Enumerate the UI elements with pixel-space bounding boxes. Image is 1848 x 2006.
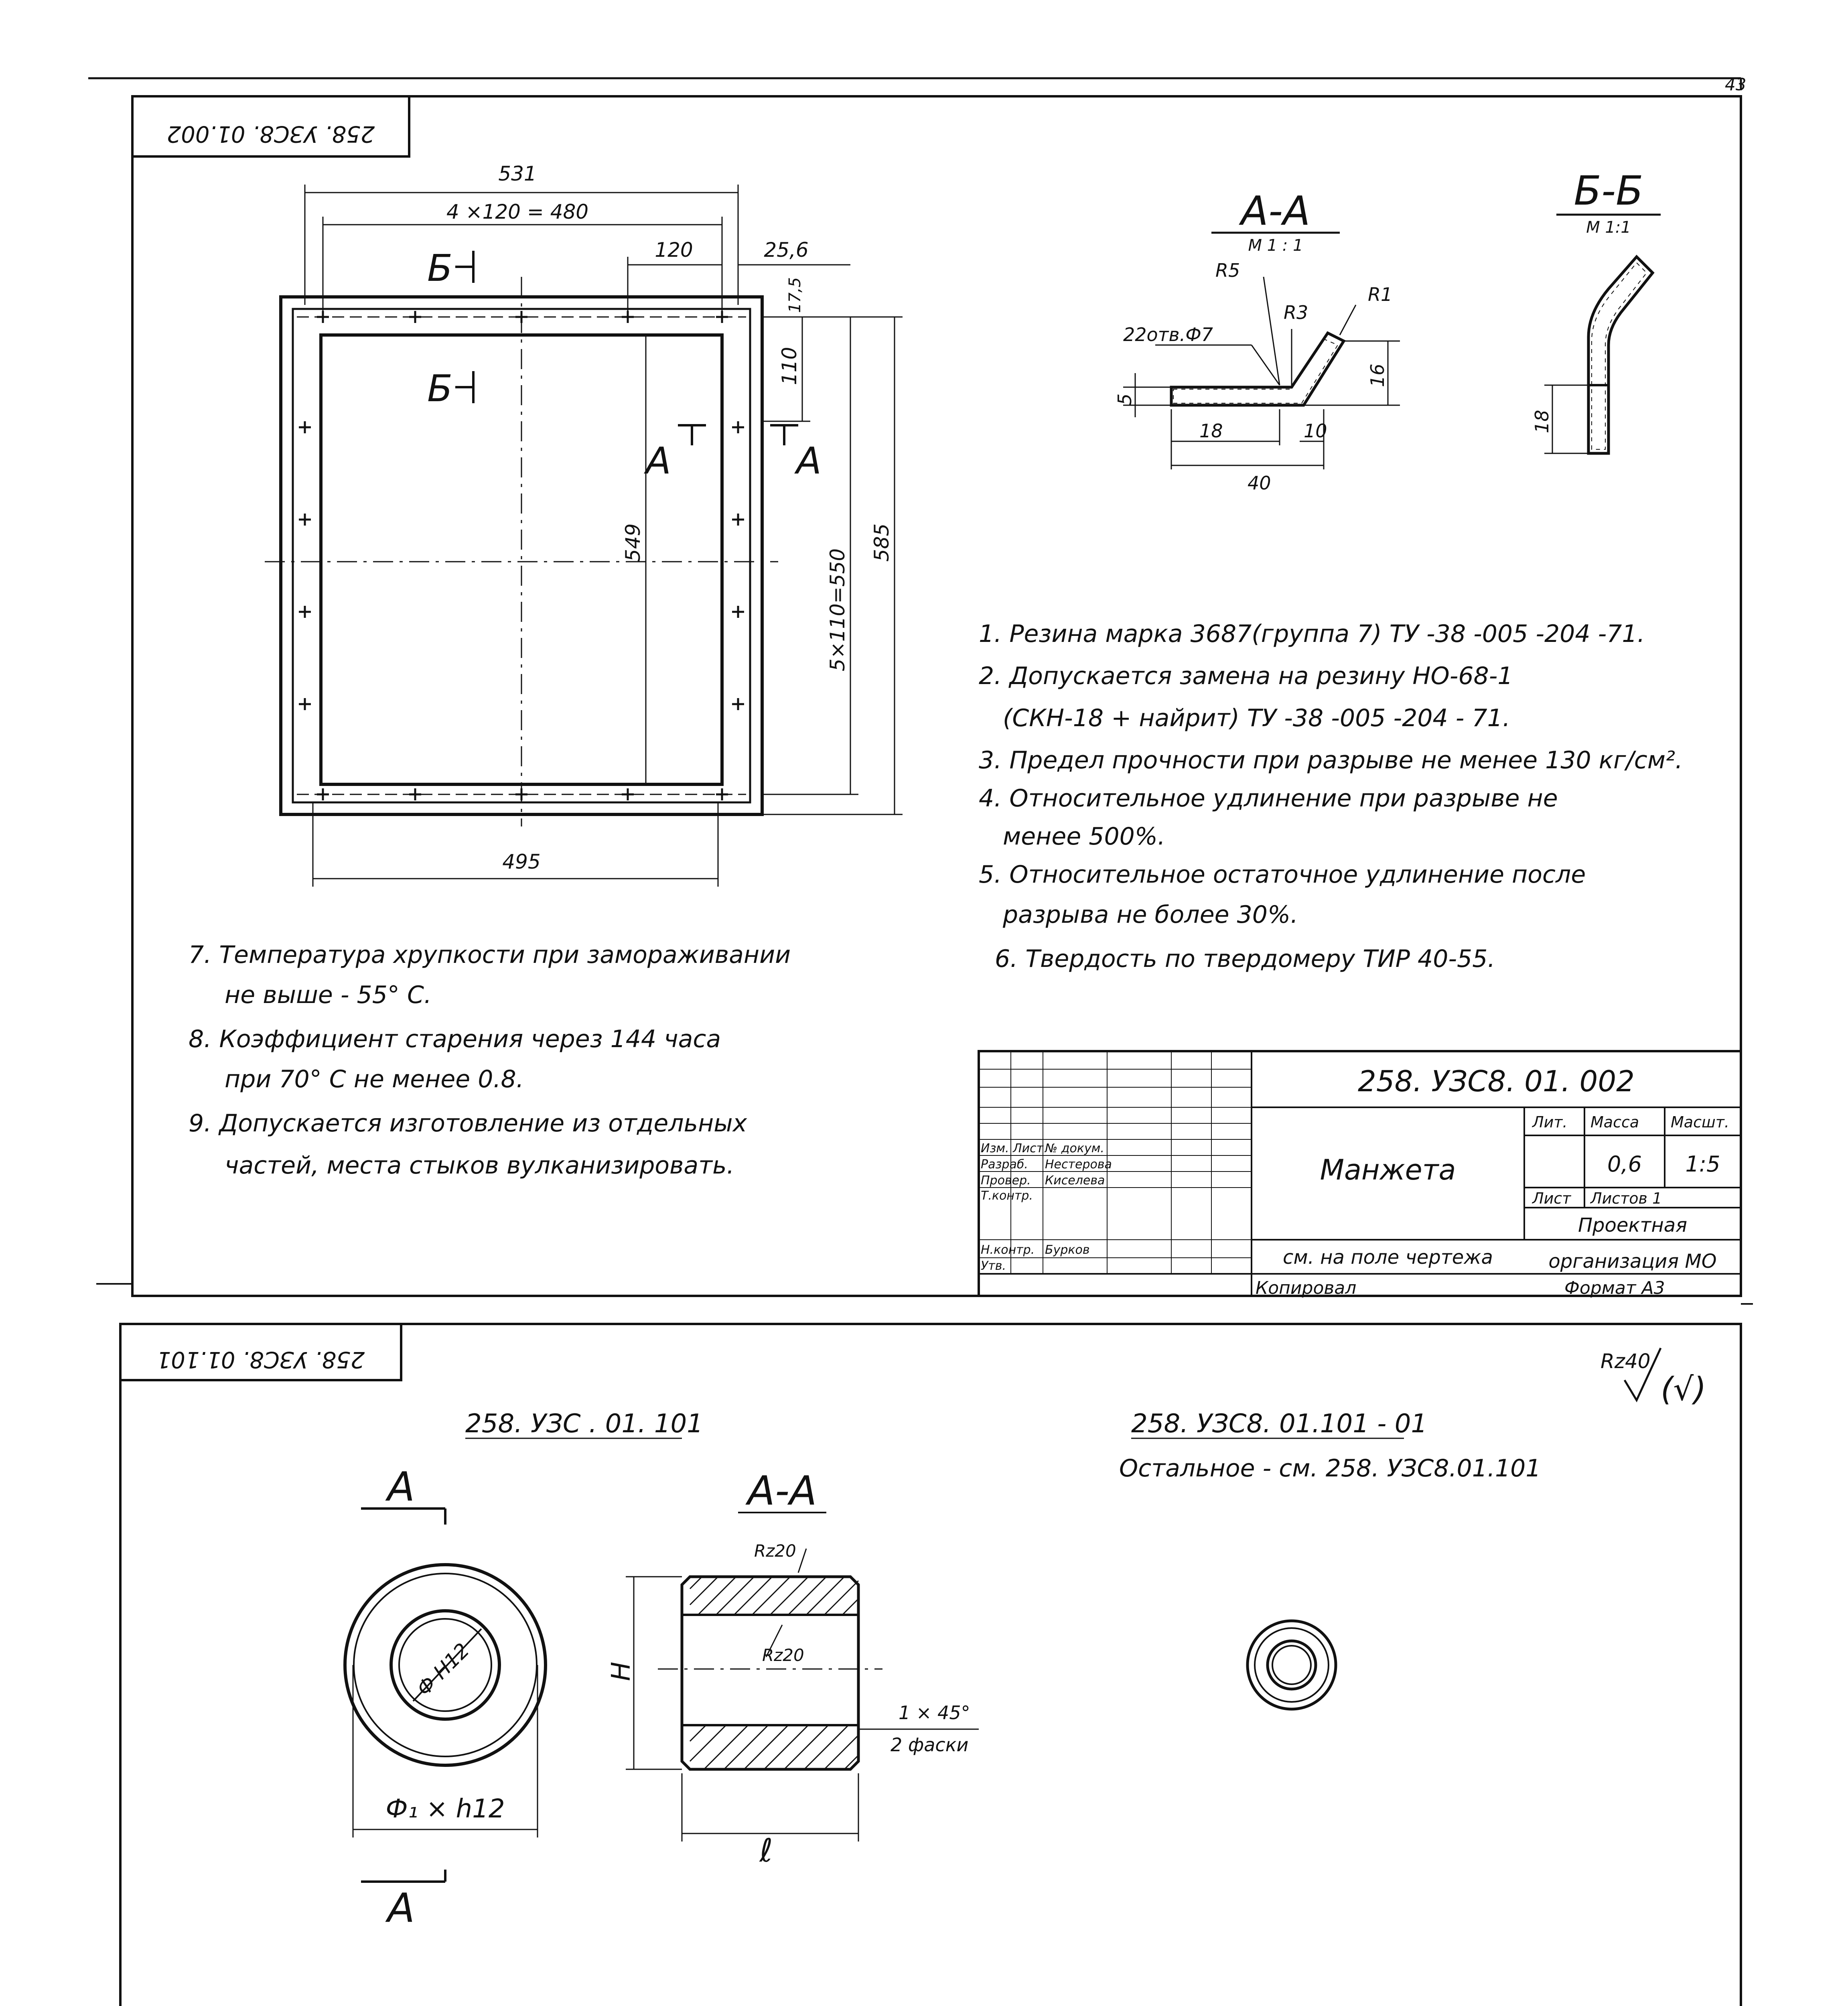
note-line: 9. Допускается изготовление из отдельных [189, 1109, 747, 1137]
note-line: при 70° С не менее 0.8. [225, 1065, 524, 1093]
tb1-role: Провер. [981, 1174, 1031, 1188]
section-title-aa: А-А [747, 1467, 817, 1514]
title-block-sheet1 [979, 1051, 1741, 1298]
tb1-role: Утв. [981, 1259, 1006, 1273]
dia-bore: Ф Н12 [412, 1639, 474, 1701]
aa-holes: 22отв.Ф7 [1123, 324, 1213, 345]
dim-pitch-width: 4 ×120 = 480 [446, 200, 589, 223]
h-label: Н [607, 1661, 636, 1681]
aa-r5: R5 [1215, 260, 1240, 281]
dia-outer: Ф₁ × h12 [385, 1794, 505, 1824]
note-line: 8. Коэффициент старения через 144 часа [189, 1025, 721, 1053]
view1-label: 258. УЗС . 01. 101 [465, 1409, 703, 1439]
note-line: 5. Относительное остаточное удлинение после [979, 861, 1586, 889]
cut-label-a1: А [646, 439, 671, 482]
note-line: менее 500%. [1003, 822, 1165, 851]
roughness-value: Rz40 [1601, 1350, 1651, 1373]
tb1-org2: организация МО [1548, 1250, 1717, 1273]
tb1-copied: Копировал [1256, 1278, 1357, 1298]
tb1-role: Изм. Лист [981, 1141, 1044, 1155]
tb1-role: Т.контр. [981, 1189, 1033, 1203]
aa-r1: R1 [1368, 284, 1393, 305]
view2-label: 258. УЗС8. 01.101 - 01 [1131, 1409, 1428, 1439]
note-line: 2. Допускается замена на резину НО-68-1 [979, 662, 1513, 690]
note-line: 4. Относительное удлинение при разрыве не [979, 784, 1558, 812]
note-line: разрыва не более 30%. [1003, 901, 1298, 929]
rz-top: Rz20 [754, 1541, 796, 1561]
note-line: 6. Твердость по твердомеру ТИР 40-55. [995, 945, 1495, 973]
dim-bottom-width: 495 [502, 850, 541, 873]
tb1-code: 258. УЗС8. 01. 002 [1358, 1064, 1635, 1098]
tb1-name: Манжета [1320, 1153, 1456, 1186]
dim-overall-width: 531 [498, 162, 537, 185]
tb1-name: Киселева [1045, 1174, 1105, 1188]
gasket-plan-view [265, 277, 778, 826]
note-line: 3. Предел прочности при разрыве не менее 130 кг/см². [979, 746, 1683, 774]
tb1-mass-label: Масса [1590, 1113, 1639, 1131]
note-line: не выше - 55° С. [225, 981, 432, 1009]
section-aa-title: А-А [1241, 187, 1310, 234]
chamfer-note: 2 фаски [891, 1734, 969, 1756]
notes-right [979, 620, 1683, 973]
sheet-2 [120, 1324, 1741, 2006]
aa-d18: 18 [1199, 420, 1223, 442]
tb1-name: Бурков [1045, 1243, 1090, 1257]
tb1-scale: 1:5 [1685, 1151, 1720, 1177]
section-aa [1114, 187, 1400, 494]
page-number: 43 [1725, 75, 1747, 94]
rz-inner: Rz20 [762, 1645, 804, 1665]
section-aa-scale: М 1 : 1 [1248, 236, 1303, 255]
notes-left [189, 941, 791, 1180]
sheet-1 [132, 96, 1741, 1298]
tb1-name: № докум. [1045, 1141, 1104, 1155]
chamfer: 1 × 45° [899, 1702, 970, 1724]
aa-r3: R3 [1284, 302, 1308, 323]
cut-label-b1: Б [427, 247, 453, 290]
tb1-mass: 0,6 [1607, 1151, 1642, 1177]
aa-d40: 40 [1248, 472, 1271, 494]
cut-label-a2: А [796, 439, 822, 482]
note-line: частей, места стыков вулканизировать. [225, 1151, 734, 1180]
tb1-sheet-label: Лист [1532, 1190, 1571, 1207]
view2-note: Остальное - см. 258. УЗС8.01.101 [1119, 1454, 1541, 1482]
bushing-variant-view [1248, 1621, 1336, 1709]
l-label: ℓ [759, 1832, 773, 1869]
note-line: (СКН-18 + найрит) ТУ -38 -005 -204 - 71. [1003, 704, 1510, 732]
sheet1-stamp-code: 258. УЗС8. 01.002 [166, 121, 375, 147]
roughness-paren: (√) [1661, 1370, 1706, 1408]
section-bb-scale: М 1:1 [1586, 218, 1631, 237]
tb1-sheets-label: Листов 1 [1590, 1190, 1662, 1207]
tb1-name: Нестерова [1045, 1157, 1112, 1172]
dim-pitch: 120 [655, 238, 693, 262]
dim-pitch-height: 5×110=550 [826, 548, 849, 672]
cut-label-b2: Б [427, 367, 453, 410]
tb1-scale-label: Масшт. [1671, 1113, 1729, 1131]
dim-inner-height: 549 [621, 523, 645, 562]
dim-edge-vertical: 17,5 [786, 277, 804, 313]
section-bb [1531, 167, 1661, 453]
tb1-role: Н.контр. [981, 1243, 1035, 1257]
tb1-role: Разраб. [981, 1157, 1028, 1172]
dim-overall-height: 585 [870, 523, 893, 562]
tb1-material: см. на поле чертежа [1283, 1246, 1493, 1269]
aa-d5: 5 [1114, 393, 1136, 405]
tb1-org1: Проектная [1578, 1214, 1688, 1236]
aa-d16: 16 [1367, 363, 1388, 387]
tb1-format: Формат А3 [1564, 1278, 1665, 1298]
cut-a-top: А [387, 1463, 415, 1510]
dim-gap: 110 [778, 347, 801, 385]
section-bb-title: Б-Б [1574, 167, 1643, 214]
note-line: 1. Резина марка 3687(группа 7) ТУ -38 -005 -204 -71. [979, 620, 1645, 648]
bb-d18: 18 [1531, 410, 1553, 433]
tb1-lit-label: Лит. [1532, 1113, 1568, 1131]
aa-d10: 10 [1304, 420, 1327, 442]
note-line: 7. Температура хрупкости при замораживании [189, 941, 791, 969]
sheet2-stamp-code: 258. УЗС8. 01.101 [156, 1346, 365, 1373]
cut-a-bottom: А [387, 1884, 415, 1931]
dim-edge: 25,6 [764, 238, 809, 262]
